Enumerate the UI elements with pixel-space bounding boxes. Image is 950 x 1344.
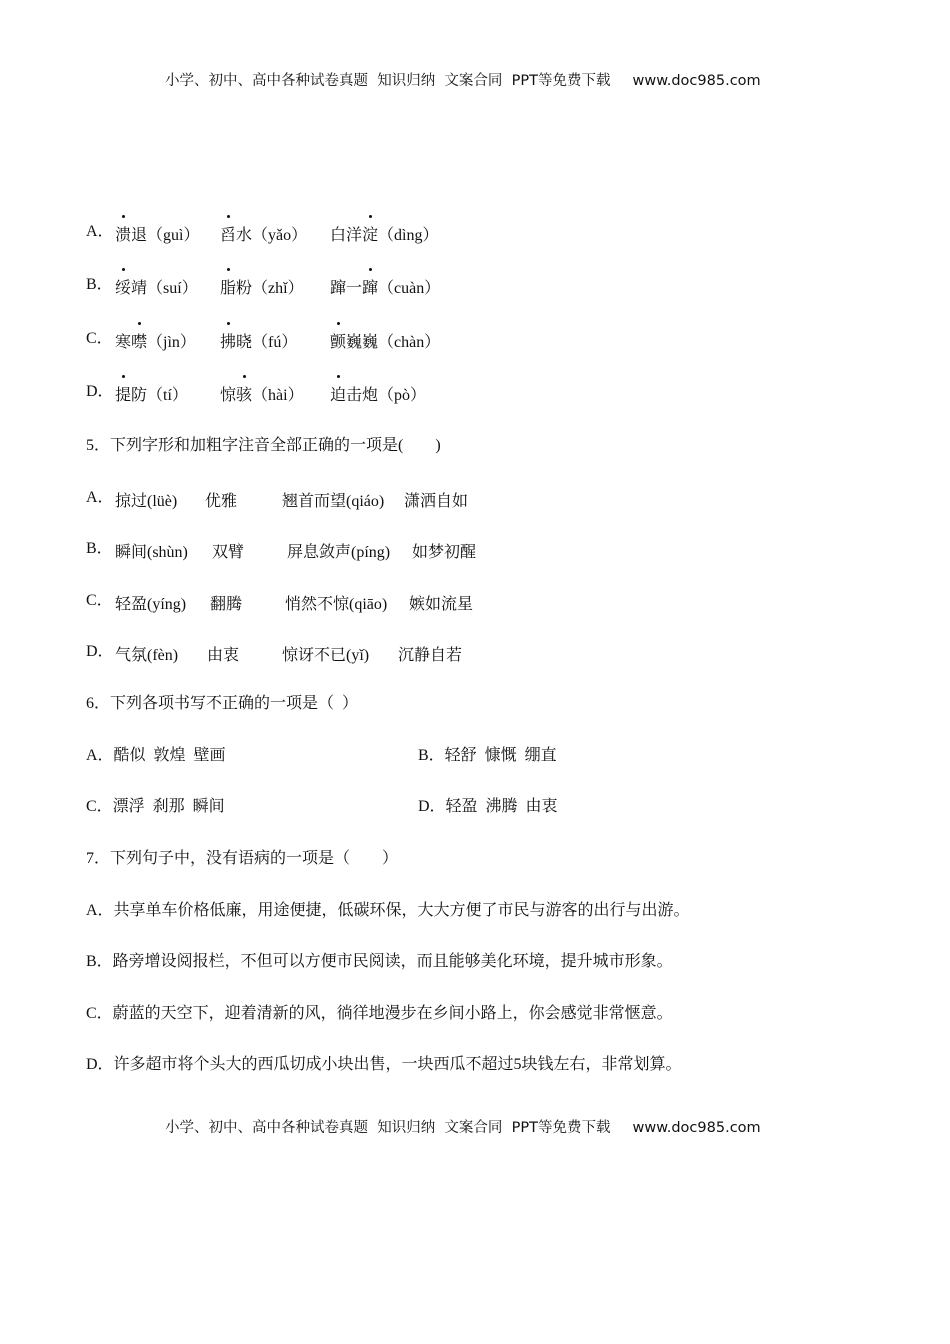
option-label: B． — [86, 276, 113, 293]
question-7-stem: 7．下列句子中，没有语病的一项是（ ） — [86, 850, 399, 867]
word-item — [115, 329, 196, 352]
word-text: 粉（zhǐ） — [236, 280, 304, 297]
dotted-character: 迫 — [330, 382, 346, 405]
option-label: C． — [86, 592, 113, 609]
option-label: C． — [86, 330, 113, 347]
dotted-character: 舀 — [220, 222, 236, 245]
dotted-character: 颤 — [330, 329, 346, 352]
question-5-option-c[interactable] — [86, 591, 113, 611]
word-text: （cuàn） — [378, 280, 441, 297]
word-text: （hài） — [252, 387, 304, 404]
question-4-option-c[interactable] — [86, 329, 113, 349]
question-6-option-d[interactable]: D．轻盈 沸腾 由衷 — [418, 798, 558, 815]
word-text: 白洋 — [330, 227, 363, 244]
dotted-character: 脂 — [220, 275, 236, 298]
word-item: 嫉如流星 — [409, 596, 474, 613]
page-footer — [165, 1116, 761, 1137]
word-item: 翘首而望(qiáo) — [282, 493, 385, 510]
word-item: 双臂 — [212, 544, 245, 561]
word-item: 翻腾 — [210, 596, 243, 613]
word-text: 防（tí） — [131, 387, 188, 404]
option-label: D． — [86, 383, 114, 400]
question-6-option-c[interactable]: C．漂浮 刹那 瞬间 — [86, 798, 225, 815]
dotted-character: 提 — [115, 382, 131, 405]
option-label: B． — [86, 540, 113, 557]
word-text: 击炮（pò） — [346, 387, 427, 404]
option-label: A． — [86, 223, 114, 240]
dotted-character: 噤 — [131, 329, 147, 352]
word-item: 惊讶不已(yǐ) — [282, 647, 370, 664]
word-item — [115, 275, 198, 298]
word-item — [220, 222, 307, 245]
question-5-option-b[interactable] — [86, 539, 113, 559]
word-item: 优雅 — [205, 493, 238, 510]
word-text: （jìn） — [147, 334, 196, 351]
word-item: 潇洒自如 — [404, 493, 469, 510]
question-6-option-b[interactable]: B．轻舒 慷慨 绷直 — [418, 747, 557, 764]
question-5-stem: 5．下列字形和加粗字注音全部正确的一项是( ) — [86, 437, 441, 454]
question-5-option-a[interactable] — [86, 488, 114, 508]
word-item: 由衷 — [207, 647, 240, 664]
word-item: 屏息敛声(píng) — [287, 544, 391, 561]
word-item — [330, 222, 438, 245]
question-4-option-d[interactable] — [86, 382, 114, 402]
word-text: 惊 — [220, 387, 237, 404]
footer-text: 小学、初中、高中各种试卷真题 知识归纳 文案合同 PPT等免费下载 — [165, 1120, 611, 1136]
question-7-option-a[interactable]: A．共享单车价格低廉，用途便捷，低碳环保，大大方便了市民与游客的出行与出游。 — [86, 902, 690, 919]
word-text: 寒 — [115, 334, 132, 351]
dotted-character: 淀 — [362, 222, 378, 245]
question-4-option-a[interactable] — [86, 222, 114, 242]
word-item: 瞬间(shùn) — [115, 544, 188, 561]
header-text: 小学、初中、高中各种试卷真题 知识归纳 文案合同 PPT等免费下载 — [165, 73, 611, 89]
word-item — [115, 382, 188, 405]
word-item — [220, 275, 304, 298]
question-4-option-b[interactable] — [86, 275, 113, 295]
word-item: 气氛(fèn) — [115, 647, 179, 664]
dotted-character: 溃 — [115, 222, 131, 245]
word-item — [330, 382, 426, 405]
page-header — [165, 69, 761, 90]
dotted-character: 拂 — [220, 329, 236, 352]
dotted-character: 绥 — [115, 275, 131, 298]
word-item — [330, 329, 440, 352]
question-5-option-d[interactable] — [86, 642, 114, 662]
question-6-option-a[interactable]: A．酷似 敦煌 壁画 — [86, 747, 226, 764]
word-item: 掠过(lüè) — [115, 493, 178, 510]
dotted-character: 蹿 — [362, 275, 378, 298]
word-item: 悄然不惊(qiāo) — [285, 596, 388, 613]
question-7-option-d[interactable]: D．许多超市将个头大的西瓜切成小块出售，一块西瓜不超过5块钱左右，非常划算。 — [86, 1056, 682, 1073]
question-6-stem: 6．下列各项书写不正确的一项是（ ） — [86, 695, 359, 712]
word-item — [220, 329, 297, 352]
word-item — [220, 382, 304, 405]
word-text: 退（guì） — [131, 227, 200, 244]
question-7-option-c[interactable]: C．蔚蓝的天空下，迎着清新的风，徜徉地漫步在乡间小路上，你会感觉非常惬意。 — [86, 1005, 673, 1022]
word-item — [330, 275, 440, 298]
option-label: D． — [86, 643, 114, 660]
word-text: 巍巍（chàn） — [346, 334, 441, 351]
word-text: 蹿一 — [330, 280, 363, 297]
header-url[interactable]: www.doc985.com — [632, 73, 761, 89]
option-label: A． — [86, 489, 114, 506]
word-text: 靖（suí） — [131, 280, 198, 297]
word-text: 水（yǎo） — [236, 227, 308, 244]
dotted-character: 骇 — [236, 382, 252, 405]
word-text: （dìng） — [378, 227, 439, 244]
footer-url[interactable]: www.doc985.com — [632, 1120, 761, 1136]
word-text: 晓（fú） — [236, 334, 298, 351]
word-item: 轻盈(yíng) — [115, 596, 187, 613]
word-item: 如梦初醒 — [412, 544, 477, 561]
question-7-option-b[interactable]: B．路旁增设阅报栏，不但可以方便市民阅读，而且能够美化环境，提升城市形象。 — [86, 953, 673, 970]
word-item: 沉静自若 — [398, 647, 463, 664]
word-item — [115, 222, 199, 245]
